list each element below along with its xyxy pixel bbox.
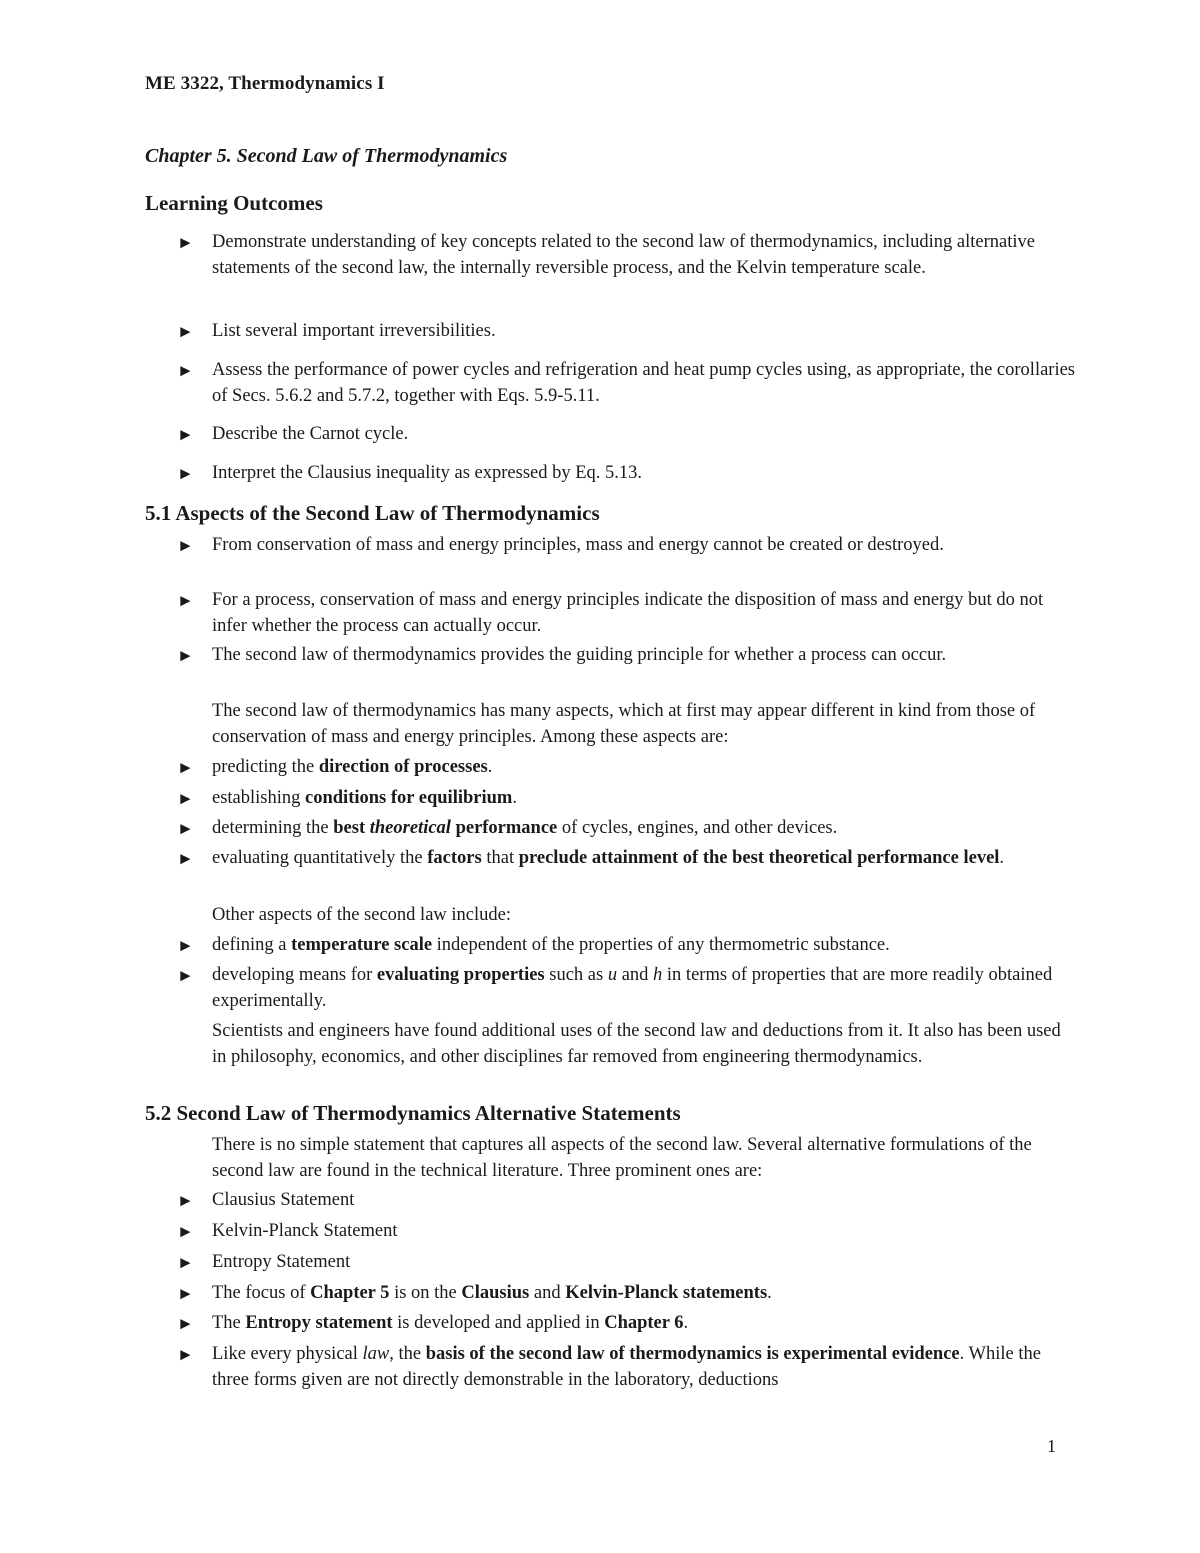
bullet-arrow-icon: ► xyxy=(177,1222,194,1241)
list-item: ► developing means for evaluating properties such as u and h in terms of properties that are more readily obtained experimentally. xyxy=(177,965,1053,1011)
bullet-arrow-icon: ► xyxy=(177,1284,194,1303)
page-number: 1 xyxy=(1047,1436,1056,1456)
list-item: ► For a process, conservation of mass and energy principles indicate the disposition of mass and energy but do not infer whether the process can actually occur. xyxy=(177,590,1044,636)
bullet-arrow-icon: ► xyxy=(177,536,194,555)
section-5-1-heading: 5.1 Aspects of the Second Law of Thermodynamics xyxy=(145,501,600,525)
bullet-arrow-icon: ► xyxy=(177,464,194,483)
list-item: ► The focus of Chapter 5 is on the Clausius and Kelvin-Planck statements. xyxy=(177,1281,1077,1307)
list-item: ► Like every physical law, the basis of the second law of thermodynamics is experimental evidence. While the three forms given are not directly demonstrable in the laboratory, deductions xyxy=(177,1344,1041,1390)
list-item: ► From conservation of mass and energy principles, mass and energy cannot be created or destroyed. xyxy=(177,533,1077,559)
bullet-arrow-icon: ► xyxy=(177,849,194,868)
list-item: ► The Entropy statement is developed and applied in Chapter 6. xyxy=(177,1311,1077,1337)
chapter-title: Chapter 5. Second Law of Thermodynamics xyxy=(145,145,508,167)
list-item: ► establishing conditions for equilibrium. xyxy=(177,786,1077,812)
paragraph: There is no simple statement that captures all aspects of the second law. Several alternative formulations of the second law are found in the technical literature. Three prominent ones are: xyxy=(212,1135,1032,1181)
list-item: ► Entropy Statement xyxy=(177,1250,1077,1276)
list-item: ► defining a temperature scale independent of the properties of any thermometric substance. xyxy=(177,933,1077,959)
bullet-arrow-icon: ► xyxy=(177,233,194,252)
list-item: ► Clausius Statement xyxy=(177,1188,1077,1214)
outcome-item: ► Demonstrate understanding of key concepts related to the second law of thermodynamics, including alternative statements of the second law, the internally reversible process, and the Kelvin temperature scale. xyxy=(177,232,1035,278)
bullet-arrow-icon: ► xyxy=(177,936,194,955)
paragraph: Scientists and engineers have found additional uses of the second law and deductions from it. It also has been used in philosophy, economics, and other disciplines far removed from engineering thermodynamics. xyxy=(212,1021,1061,1067)
list-item: ► predicting the direction of processes. xyxy=(177,755,1077,781)
outcome-item: ► Interpret the Clausius inequality as expressed by Eq. 5.13. xyxy=(177,461,1077,487)
bullet-arrow-icon: ► xyxy=(177,966,194,985)
paragraph: The second law of thermodynamics has many aspects, which at first may appear different in kind from those of conservation of mass and energy principles. Among these aspects are: xyxy=(212,701,1036,747)
bullet-arrow-icon: ► xyxy=(177,1253,194,1272)
bullet-arrow-icon: ► xyxy=(177,361,194,380)
bullet-arrow-icon: ► xyxy=(177,1314,194,1333)
bullet-arrow-icon: ► xyxy=(177,425,194,444)
list-item: ► The second law of thermodynamics provides the guiding principle for whether a process can occur. xyxy=(177,643,1077,669)
bullet-arrow-icon: ► xyxy=(177,789,194,808)
bullet-arrow-icon: ► xyxy=(177,758,194,777)
list-item: ► evaluating quantitatively the factors that preclude attainment of the best theoretical performance level. xyxy=(177,846,1077,872)
paragraph: Other aspects of the second law include: xyxy=(212,905,511,925)
outcome-item: ► Assess the performance of power cycles and refrigeration and heat pump cycles using, as appropriate, the corollaries of Secs. 5.6.2 and 5.7.2, together with Eqs. 5.9-5.11. xyxy=(177,360,1076,406)
section-5-2-heading: 5.2 Second Law of Thermodynamics Alternative Statements xyxy=(145,1101,681,1125)
learning-outcomes-heading: Learning Outcomes xyxy=(145,191,323,215)
bullet-arrow-icon: ► xyxy=(177,1345,194,1364)
bullet-arrow-icon: ► xyxy=(177,591,194,610)
bullet-arrow-icon: ► xyxy=(177,819,194,838)
outcome-item: ► Describe the Carnot cycle. xyxy=(177,422,1077,448)
bullet-arrow-icon: ► xyxy=(177,646,194,665)
list-item: ► Kelvin-Planck Statement xyxy=(177,1219,1077,1245)
bullet-arrow-icon: ► xyxy=(177,1191,194,1210)
course-header: ME 3322, Thermodynamics I xyxy=(145,73,385,94)
list-item: ► determining the best theoretical performance of cycles, engines, and other devices. xyxy=(177,816,1077,842)
outcome-item: ► List several important irreversibilities. xyxy=(177,319,1077,345)
bullet-arrow-icon: ► xyxy=(177,322,194,341)
